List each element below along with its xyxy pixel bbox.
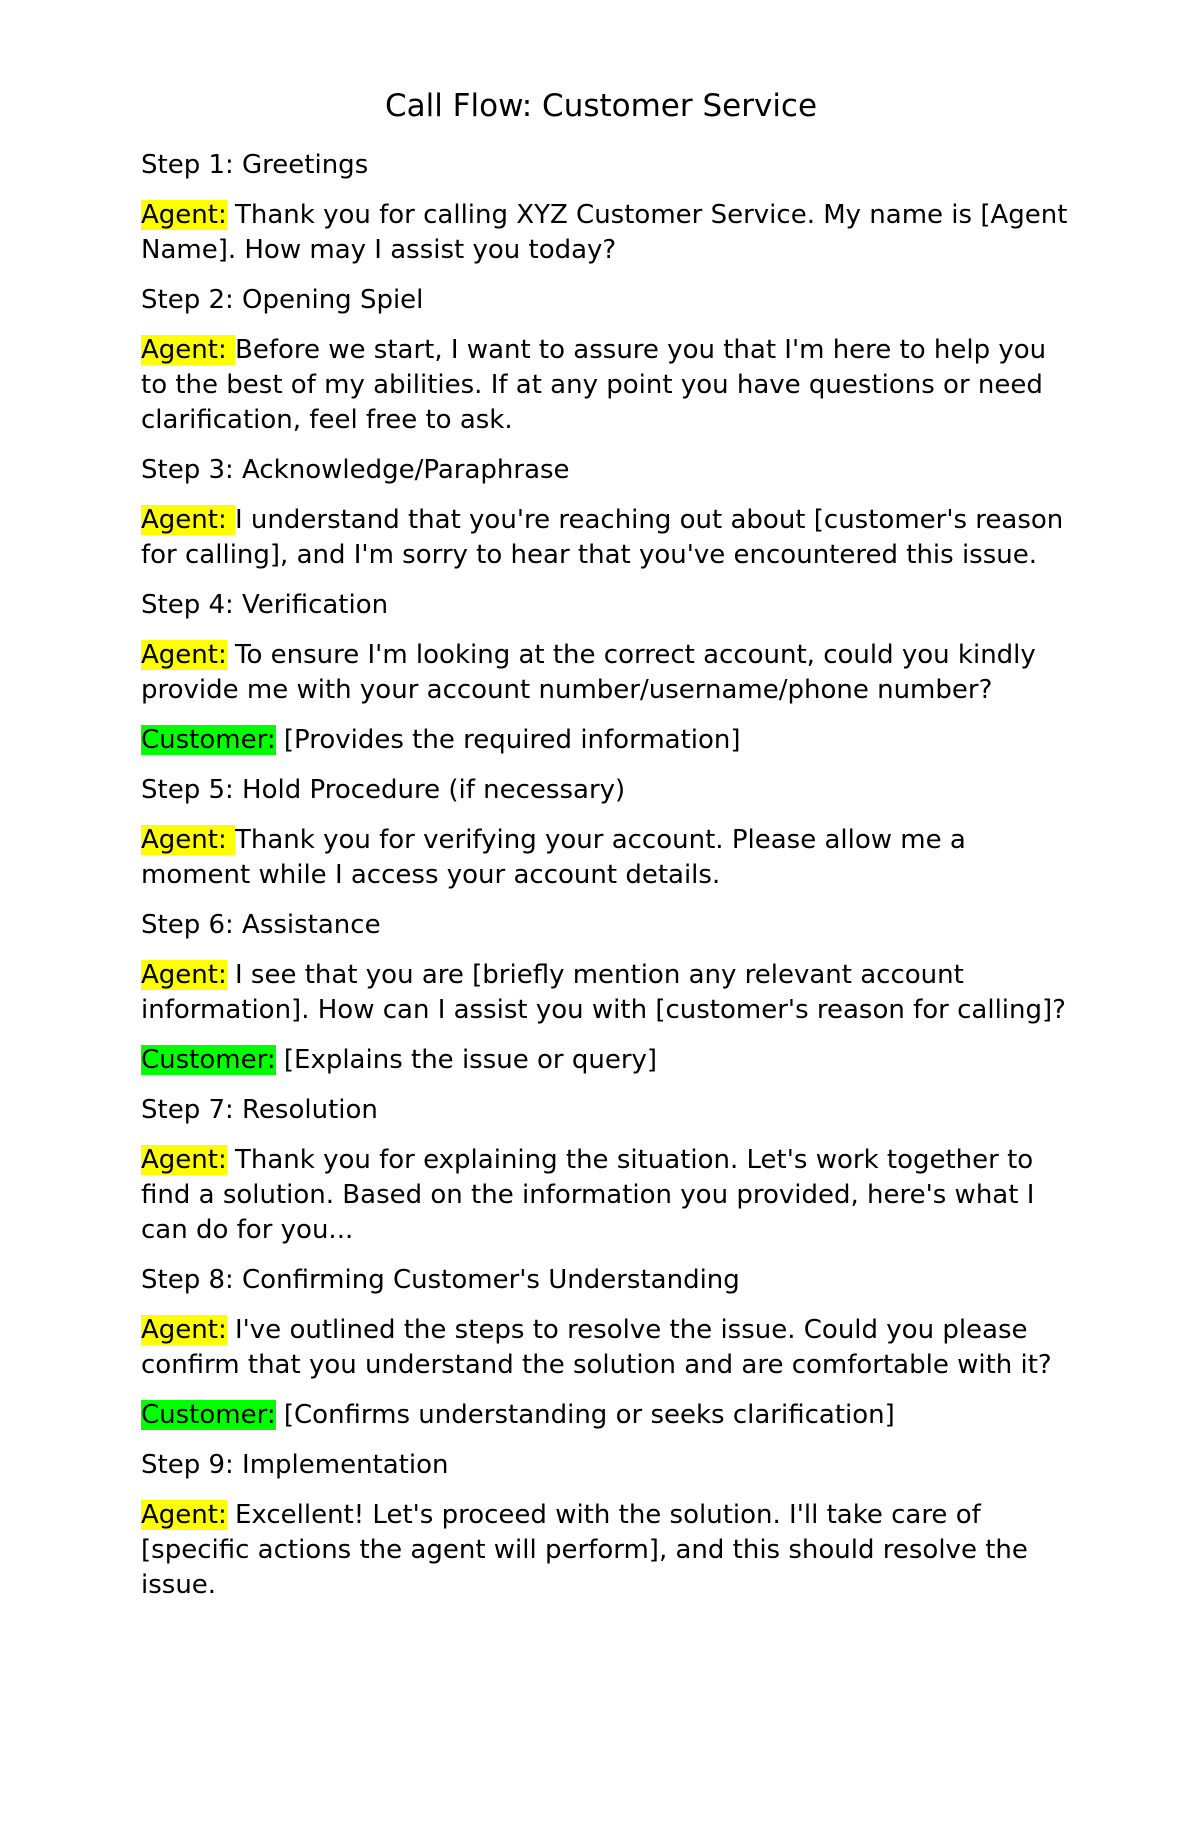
- agent-label: Agent:: [141, 1145, 227, 1175]
- step-heading: Step 1: Greetings: [141, 150, 369, 180]
- dialogue-line: [141, 503, 1071, 573]
- agent-label: Agent:: [141, 825, 235, 855]
- step-heading: Step 5: Hold Procedure (if necessary): [141, 775, 626, 805]
- dialogue-line: [141, 1043, 1071, 1078]
- dialogue-text: Thank you for calling XYZ Customer Service. My name is [Agent Name]. How may I assist you today?: [141, 200, 1068, 265]
- customer-label: Customer:: [141, 725, 276, 755]
- step-heading: Step 7: Resolution: [141, 1095, 378, 1125]
- dialogue-line: [141, 723, 1071, 758]
- dialogue-text: I see that you are [briefly mention any relevant account information]. How can I assist you with [customer's reason for calling]?: [141, 960, 1066, 1025]
- dialogue-text: [Provides the required information]: [275, 725, 741, 755]
- step-heading: Step 2: Opening Spiel: [141, 285, 424, 315]
- document-page: [141, 86, 1071, 1618]
- agent-label: Agent:: [141, 1500, 227, 1530]
- dialogue-text: [Explains the issue or query]: [275, 1045, 658, 1075]
- dialogue-line: [141, 198, 1071, 268]
- agent-label: Agent:: [141, 1315, 227, 1345]
- dialogue-line: [141, 958, 1071, 1028]
- dialogue-text: I've outlined the steps to resolve the issue. Could you please confirm that you understand the solution and are comfortable with it?: [141, 1315, 1052, 1380]
- step-heading: Step 6: Assistance: [141, 910, 381, 940]
- dialogue-line: [141, 1313, 1071, 1383]
- dialogue-text: To ensure I'm looking at the correct account, could you kindly provide me with your account number/username/phone number?: [141, 640, 1036, 705]
- dialogue-text: Excellent! Let's proceed with the solution. I'll take care of [specific actions the agent will perform], and this should resolve the issue.: [141, 1500, 1028, 1600]
- dialogue-text: Before we start, I want to assure you that I'm here to help you to the best of my abilities. If at any point you have questions or need clarification, feel free to ask.: [141, 335, 1047, 435]
- dialogue-text: Thank you for verifying your account. Please allow me a moment while I access your account details.: [141, 825, 966, 890]
- dialogue-text: Thank you for explaining the situation. Let's work together to find a solution. Based on the information you provided, here's what I can do for you...: [141, 1145, 1035, 1245]
- dialogue-line: [141, 823, 1071, 893]
- step-heading: Step 4: Verification: [141, 590, 389, 620]
- agent-label: Agent:: [141, 200, 227, 230]
- dialogue-line: [141, 1498, 1071, 1603]
- agent-label: Agent:: [141, 640, 227, 670]
- customer-label: Customer:: [141, 1045, 276, 1075]
- dialogue-text: I understand that you're reaching out about [customer's reason for calling], and I'm sorry to hear that you've encountered this issue.: [141, 505, 1064, 570]
- agent-label: Agent:: [141, 960, 227, 990]
- dialogue-text: [Confirms understanding or seeks clarification]: [275, 1400, 895, 1430]
- step-heading: Step 8: Confirming Customer's Understanding: [141, 1265, 740, 1295]
- step-heading: Step 3: Acknowledge/Paraphrase: [141, 455, 570, 485]
- agent-label: Agent:: [141, 505, 235, 535]
- dialogue-line: [141, 1143, 1071, 1248]
- dialogue-line: [141, 1398, 1071, 1433]
- dialogue-line: [141, 638, 1071, 708]
- step-heading: Step 9: Implementation: [141, 1450, 449, 1480]
- document-title: Call Flow: Customer Service: [384, 88, 818, 124]
- customer-label: Customer:: [141, 1400, 276, 1430]
- dialogue-line: [141, 333, 1071, 438]
- agent-label: Agent:: [141, 335, 235, 365]
